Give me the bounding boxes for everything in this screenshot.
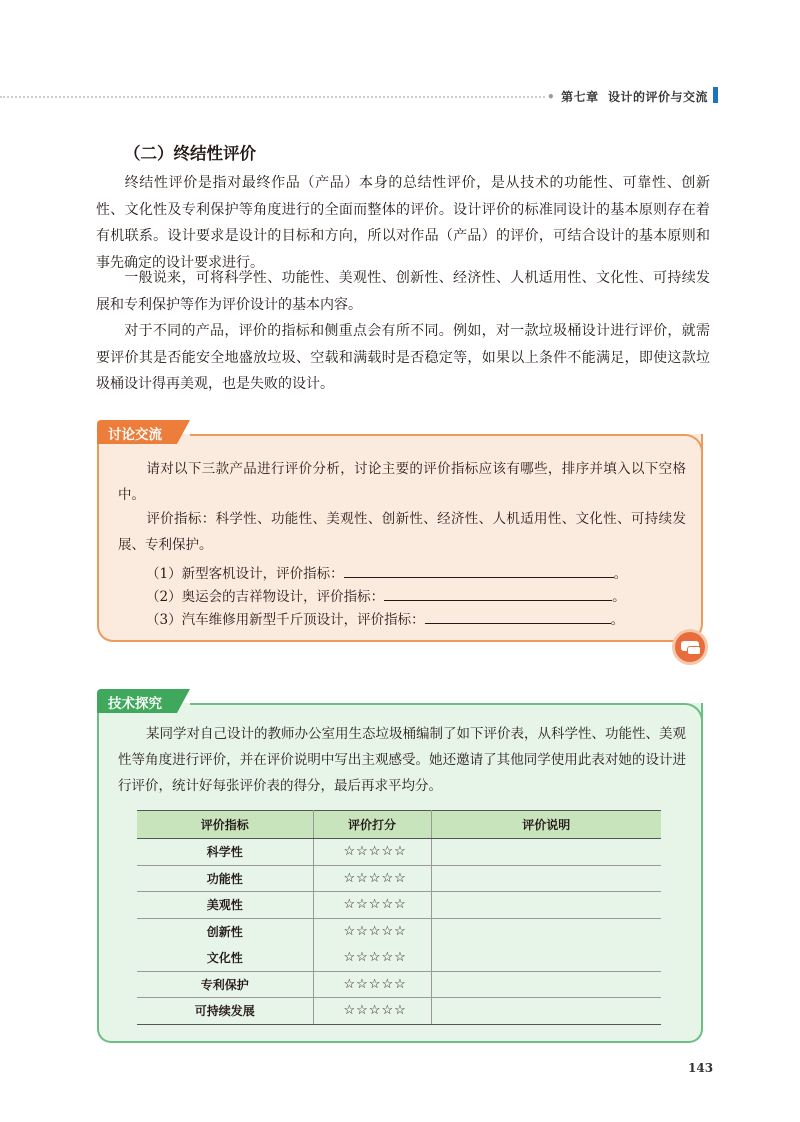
star-rating[interactable]: ☆☆☆☆☆ — [313, 892, 431, 919]
page-number: 143 — [688, 1061, 714, 1075]
chapter-number: 第七章 — [561, 90, 599, 104]
description-cell[interactable] — [431, 918, 661, 945]
section-title: （二）终结性评价 — [124, 144, 256, 163]
answer-blank-2[interactable] — [384, 587, 612, 601]
table-row — [137, 918, 661, 945]
exploration-intro: 某同学对自己设计的教师办公室用生态垃圾桶编制了如下评价表，从科学性、功能性、美观性等角度进行评价，并在评价说明中写出主观感受。她还邀请了其他同学使用此表对她的设计进行评价，统计好每张评价表的得分，最后再求平均分。 — [118, 726, 686, 794]
description-cell[interactable] — [431, 998, 661, 1025]
discussion-item-2: （2）奥运会的吉祥物设计，评价指标： 。 — [146, 589, 626, 605]
discussion-indicators: 评价指标：科学性、功能性、美观性、创新性、经济性、人机适用性、文化性、可持续发展、专利保护。 — [118, 511, 686, 553]
header-accent-bar — [713, 87, 718, 103]
discussion-tag-label: 讨论交流 — [108, 427, 162, 443]
header-rule — [0, 96, 545, 98]
star-rating[interactable]: ☆☆☆☆☆ — [313, 945, 431, 972]
chapter-title: 设计的评价与交流 — [607, 90, 708, 104]
indicator-cell: 可持续发展 — [137, 998, 313, 1025]
table-row — [137, 971, 661, 998]
discussion-item-3: （3）汽车维修用新型千斤顶设计，评价指标： 。 — [146, 612, 625, 628]
table-header-row — [137, 811, 661, 839]
evaluation-table — [137, 810, 661, 1025]
paragraph-3: 对于不同的产品，评价的指标和侧重点会有所不同。例如，对一款垃圾桶设计进行评价，就需要评价其是否能安全地盛放垃圾、空载和满载时是否稳定等，如果以上条件不能满足，即使这款垃圾桶设计得再美观，也是失败的设计。 — [96, 323, 710, 392]
star-rating[interactable]: ☆☆☆☆☆ — [313, 918, 431, 945]
header-indicator: 评价指标 — [137, 811, 313, 839]
discussion-item-1: （1）新型客机设计，评价指标： 。 — [146, 566, 628, 582]
table-row — [137, 892, 661, 919]
answer-blank-1[interactable] — [344, 564, 614, 578]
discussion-box-top-border — [190, 434, 685, 436]
description-cell[interactable] — [431, 839, 661, 866]
star-rating[interactable]: ☆☆☆☆☆ — [313, 839, 431, 866]
exploration-tag-label: 技术探究 — [108, 696, 162, 712]
star-rating[interactable]: ☆☆☆☆☆ — [313, 865, 431, 892]
table-row — [137, 998, 661, 1025]
header-score: 评价打分 — [313, 811, 431, 839]
indicator-cell: 科学性 — [137, 839, 313, 866]
indicator-cell: 美观性 — [137, 892, 313, 919]
table-row — [137, 945, 661, 972]
indicator-cell: 专利保护 — [137, 971, 313, 998]
description-cell[interactable] — [431, 971, 661, 998]
star-rating[interactable]: ☆☆☆☆☆ — [313, 998, 431, 1025]
answer-blank-3[interactable] — [425, 610, 611, 624]
running-header: • 第七章 设计的评价与交流 — [546, 90, 708, 104]
indicator-cell: 文化性 — [137, 945, 313, 972]
indicator-cell: 创新性 — [137, 918, 313, 945]
star-rating[interactable]: ☆☆☆☆☆ — [313, 971, 431, 998]
paragraph-1: 终结性评价是指对最终作品（产品）本身的总结性评价，是从技术的功能性、可靠性、创新性、文化性及专利保护等角度进行的全面而整体的评价。设计评价的标准同设计的基本原则存在着有机联系。设计要求是设计的目标和方向，所以对作品（产品）的评价，可结合设计的基本原则和事先确定的设计要求进行。 — [96, 175, 710, 271]
indicator-cell: 功能性 — [137, 865, 313, 892]
header-description: 评价说明 — [431, 811, 661, 839]
description-cell[interactable] — [431, 892, 661, 919]
discussion-intro: 请对以下三款产品进行评价分析，讨论主要的评价指标应该有哪些，排序并填入以下空格中。 — [118, 461, 686, 503]
exploration-box-top-border — [190, 703, 685, 705]
table-row — [137, 839, 661, 866]
description-cell[interactable] — [431, 945, 661, 972]
chat-bubble-icon — [672, 629, 708, 665]
description-cell[interactable] — [431, 865, 661, 892]
table-row — [137, 865, 661, 892]
paragraph-2: 一般说来，可将科学性、功能性、美观性、创新性、经济性、人机适用性、文化性、可持续发展和专利保护等作为评价设计的基本内容。 — [96, 270, 710, 313]
